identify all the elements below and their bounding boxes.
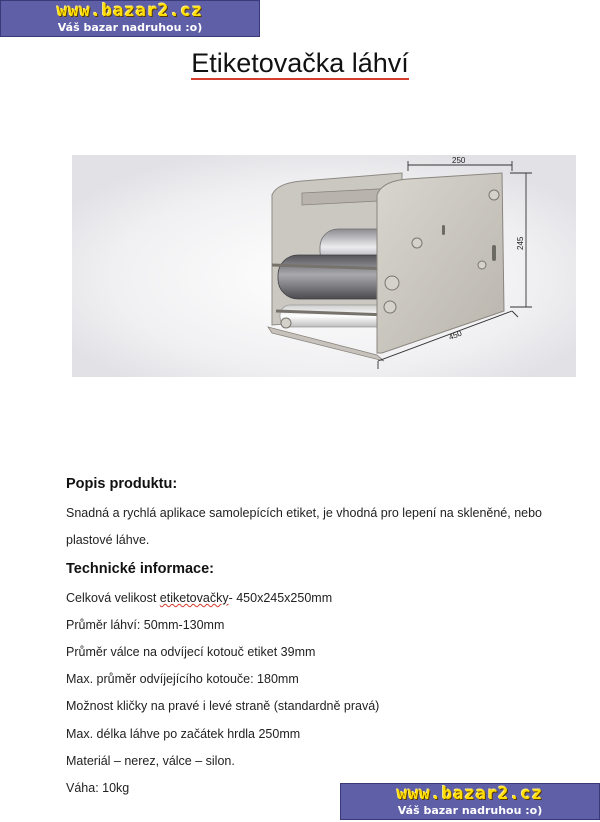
dim-width-label: 250 xyxy=(452,156,466,165)
tech-item: Materiál – nerez, válce – silon. xyxy=(66,754,235,768)
tech-size xyxy=(66,591,332,605)
page-title xyxy=(0,48,600,79)
description-line-1: Snadná a rychlá aplikace samolepících etiket, je vhodná pro lepení na skleněné, nebo xyxy=(66,506,543,520)
tech-size-prefix: Celková velikost xyxy=(66,591,160,605)
banner-top[interactable] xyxy=(0,0,260,37)
tech-item: Váha: 10kg xyxy=(66,781,130,795)
tech-item: Průměr láhví: 50mm-130mm xyxy=(66,618,225,632)
description-heading: Popis produktu: xyxy=(66,476,178,492)
tech-heading: Technické informace: xyxy=(66,561,215,577)
tech-item: Max. délka láhve po začátek hrdla 250mm xyxy=(66,727,301,741)
banner-slogan: Váš bazar nadruhou :o) xyxy=(57,21,203,34)
tech-item: Max. průměr odvíjejícího kotouče: 180mm xyxy=(66,672,299,686)
tech-item: Průměr válce na odvíjecí kotouč etiket 39mm xyxy=(66,645,316,659)
tech-size-value: - 450x245x250mm xyxy=(228,591,333,605)
dim-length-label: 450 xyxy=(447,328,464,342)
product-photo xyxy=(72,155,576,377)
dim-height-label: 245 xyxy=(516,236,525,250)
page-title-text: Etiketovačka láhví xyxy=(191,48,409,78)
banner-url[interactable]: www.bazar2.cz xyxy=(56,1,204,21)
banner-slogan: Váš bazar nadruhou :o) xyxy=(397,804,543,817)
tech-size-word: etiketovačky xyxy=(159,591,229,605)
banner-bottom[interactable] xyxy=(340,783,600,820)
description-line-2: plastové láhve. xyxy=(66,533,150,547)
tech-item: Možnost kličky na pravé i levé straně (standardně pravá) xyxy=(66,699,380,713)
banner-url[interactable]: www.bazar2.cz xyxy=(396,784,544,804)
